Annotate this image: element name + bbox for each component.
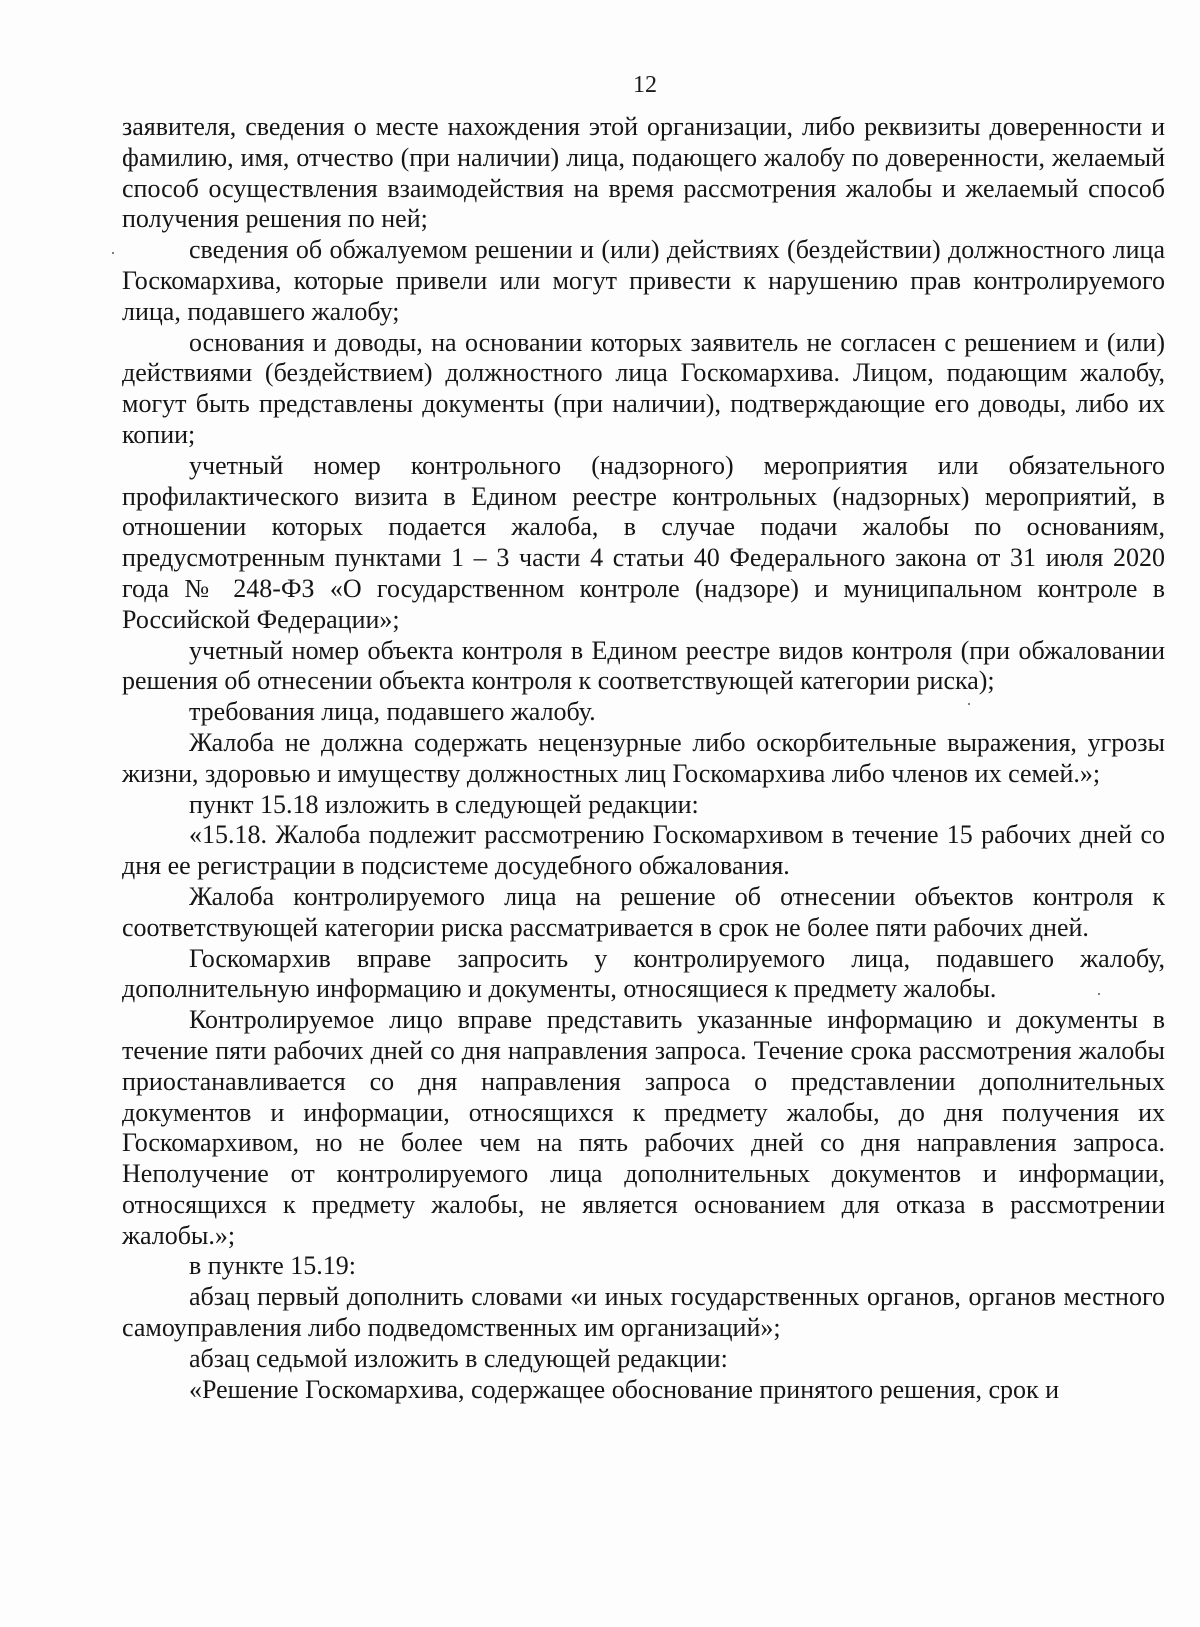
paragraph: в пункте 15.19: xyxy=(189,1251,357,1281)
paragraph: абзац седьмой изложить в следующей редакции: xyxy=(189,1343,728,1373)
scan-speck xyxy=(968,703,970,705)
paragraph: заявителя, сведения о месте нахождения этой организации, либо реквизиты доверенности и фамилию, имя, отчество (при наличии) лица, подающего жалобу по доверенности, желаемый способ осуществления взаимодействия на время рассмотрения жалобы и желаемый способ получения решения по ней; xyxy=(122,112,1165,234)
paragraph: абзац первый дополнить словами «и иных государственных органов, органов местного самоуправления либо подведомственных им организаций»; xyxy=(122,1282,1165,1343)
paragraph: «15.18. Жалоба подлежит рассмотрению Госкомархивом в течение 15 рабочих дней со дня ее регистрации в подсистеме досудебного обжалования. xyxy=(122,820,1165,881)
scan-speck xyxy=(112,252,114,254)
paragraph: Госкомархив вправе запросить у контролируемого лица, подавшего жалобу, дополнительную информацию и документы, относящиеся к предмету жалобы. xyxy=(122,943,1165,1004)
paragraph: Жалоба не должна содержать нецензурные либо оскорбительные выражения, угрозы жизни, здоровью и имуществу должностных лиц Госкомархива либо членов их семей.»; xyxy=(122,727,1165,788)
page-number: 12 xyxy=(633,72,657,98)
paragraph: основания и доводы, на основании которых заявитель не согласен с решением и (или) действиями (бездействием) должностного лица Госкомархива. Лицом, подающим жалобу, могут быть представлены документы (при наличии), подтверждающие его доводы, либо их копии; xyxy=(122,327,1165,449)
paragraph: сведения об обжалуемом решении и (или) действиях (бездействии) должностного лица Госкомархива, которые привели или могут привести к нарушению прав контролируемого лица, подавшего жалобу; xyxy=(122,235,1165,326)
paragraph: Жалоба контролируемого лица на решение об отнесении объектов контроля к соответствующей категории риска рассматривается в срок не более пяти рабочих дней. xyxy=(122,881,1165,942)
paragraph: учетный номер объекта контроля в Едином реестре видов контроля (при обжаловании решения об отнесении объекта контроля к соответствующей категории риска); xyxy=(122,635,1165,696)
paragraph: Контролируемое лицо вправе представить указанные информацию и документы в течение пяти рабочих дней со дня направления запроса. Течение срока рассмотрения жалобы приостанавливается со дня направления запроса о представлении дополнительных документов и информации, относящихся к предмету жалобы, до дня получения их Госкомархивом, но не более чем на пять рабочих дней со дня направления запроса. Неполучение от контролируемого лица дополнительных документов и информации, относящихся к предмету жалобы, не является основанием для отказа в рассмотрении жалобы.»; xyxy=(122,1005,1165,1250)
paragraph: «Решение Госкомархива, содержащее обоснование принятого решения, срок и xyxy=(189,1374,1060,1404)
scan-speck xyxy=(1098,993,1100,995)
paragraph: пункт 15.18 изложить в следующей редакции: xyxy=(189,789,699,819)
paragraph: требования лица, подавшего жалобу. xyxy=(189,697,596,727)
paragraph: учетный номер контрольного (надзорного) мероприятия или обязательного профилактического визита в Едином реестре контрольных (надзорных) мероприятий, в отношении которых подается жалоба, в случае подачи жалобы по основаниям, предусмотренным пунктами 1 – 3 части 4 статьи 40 Федерального закона от 31 июля 2020 года № 248-ФЗ «О государственном контроле (надзоре) и муниципальном контроле в Российской Федерации»; xyxy=(122,450,1165,634)
document-body xyxy=(122,112,1165,1405)
